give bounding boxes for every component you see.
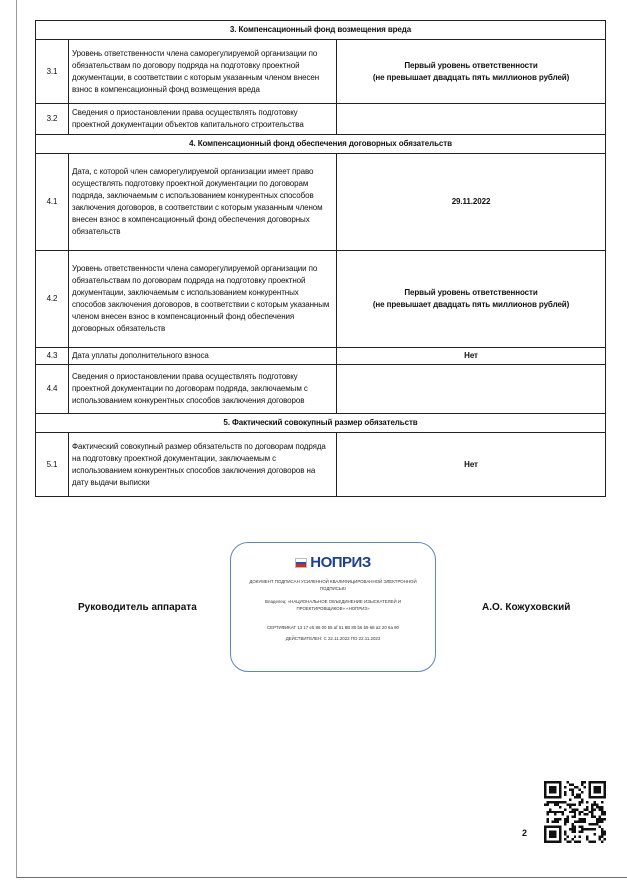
value-line: Первый уровень ответственности bbox=[404, 288, 538, 297]
signatory-name: А.О. Кожуховский bbox=[482, 602, 571, 613]
stamp-signed-text: ДОКУМЕНТ ПОДПИСАН УСИЛЕННОЙ КВАЛИФИЦИРОВАННОЙ ЭЛЕКТРОННОЙ ПОДПИСЬЮ bbox=[249, 579, 417, 591]
row-number: 5.1 bbox=[36, 433, 69, 497]
stamp-validity-text: ДЕЙСТВИТЕЛЕН: С 22.11.2022 ПО 22.11.2023 bbox=[285, 636, 381, 641]
row-value bbox=[337, 154, 606, 251]
table-row bbox=[36, 348, 606, 365]
nopriz-logo bbox=[231, 555, 435, 571]
section-4-title: 4. Компенсационный фонд обеспечения договорных обязательств bbox=[36, 135, 606, 154]
table-row bbox=[36, 433, 606, 497]
table-row bbox=[36, 40, 606, 104]
row-description: Дата, с которой член саморегулируемой организации имеет право осуществлять подготовку проектной документации по договорам подряда, заключаемым с использованием конкурентных способов заключения договоров, в соответствии с которым указанным членом внесен взнос в компенсационный фонд обеспечения договорных обязательств bbox=[69, 154, 337, 251]
value-line: (не превышает двадцать пять миллионов рублей) bbox=[372, 300, 570, 309]
section-3-title: 3. Компенсационный фонд возмещения вреда bbox=[36, 21, 606, 40]
row-description: Дата уплаты дополнительного взноса bbox=[69, 348, 337, 365]
row-number: 3.1 bbox=[36, 40, 69, 104]
table-row bbox=[36, 365, 606, 414]
row-value bbox=[337, 365, 606, 414]
qr-code bbox=[544, 781, 606, 843]
value-line: Нет bbox=[464, 351, 478, 360]
row-number: 4.2 bbox=[36, 251, 69, 348]
signatory-position: Руководитель аппарата bbox=[78, 602, 197, 613]
stamp-certificate-text: СЕРТИФИКАТ 13 17 e5 86 00 55 af 51 8B 80 b6 b9 68 a2 20 6a 90 bbox=[266, 625, 399, 630]
row-number: 3.2 bbox=[36, 104, 69, 135]
row-description: Уровень ответственности члена саморегулируемой организации по обязательствам по договорам подряда на подготовку проектной документации, заключаемым с использованием конкурентных способов заключения договоров, в соответствии с которым указанным членом внесен взнос в компенсационный фонд обеспечения договорных обязательств bbox=[69, 251, 337, 348]
russian-flag-icon bbox=[295, 558, 307, 568]
row-description: Сведения о приостановлении права осуществлять подготовку проектной документации по договорам подряда, заключаемым с использованием конкурентных способов заключения договоров bbox=[69, 365, 337, 414]
row-value bbox=[337, 251, 606, 348]
table-row bbox=[36, 251, 606, 348]
row-value bbox=[337, 433, 606, 497]
logo-text: НОПРИЗ bbox=[310, 554, 371, 571]
value-line: Нет bbox=[464, 459, 478, 469]
value-line: 29.11.2022 bbox=[451, 197, 491, 206]
electronic-signature-stamp bbox=[230, 542, 436, 672]
table-row bbox=[36, 104, 606, 135]
registry-extract-table bbox=[35, 20, 606, 497]
row-value bbox=[337, 104, 606, 135]
row-description: Фактический совокупный размер обязательств по договорам подряда на подготовку проектной документации, заключаемым с использованием конкурентных способов заключения договоров на дату выдачи выписки bbox=[69, 433, 337, 497]
value-line: (не превышает двадцать пять миллионов рублей) bbox=[372, 72, 570, 82]
row-number: 4.3 bbox=[36, 348, 69, 365]
row-description: Сведения о приостановлении права осуществлять подготовку проектной документации объектов капитального строительства bbox=[69, 104, 337, 135]
table-row bbox=[36, 154, 606, 251]
section-5-title: 5. Фактический совокупный размер обязательств bbox=[36, 414, 606, 433]
flag-stripe bbox=[296, 564, 306, 567]
row-value bbox=[337, 348, 606, 365]
row-number: 4.1 bbox=[36, 154, 69, 251]
row-value bbox=[337, 40, 606, 104]
page-number: 2 bbox=[522, 828, 528, 838]
stamp-owner-text: Владелец: «НАЦИОНАЛЬНОЕ ОБЪЕДИНЕНИЕ ИЗЫСКАТЕЛЕЙ И ПРОЕКТИРОВЩИКОВ» «НОПРИЗ» bbox=[264, 599, 402, 611]
row-number: 4.4 bbox=[36, 365, 69, 414]
row-description: Уровень ответственности члена саморегулируемой организации по обязательствам по договору подряда на подготовку проектной документации, в соответствии с которым указанным членом внесен взнос в компенсационный фонд возмещения вреда bbox=[69, 40, 337, 104]
value-line: Первый уровень ответственности bbox=[404, 60, 538, 70]
